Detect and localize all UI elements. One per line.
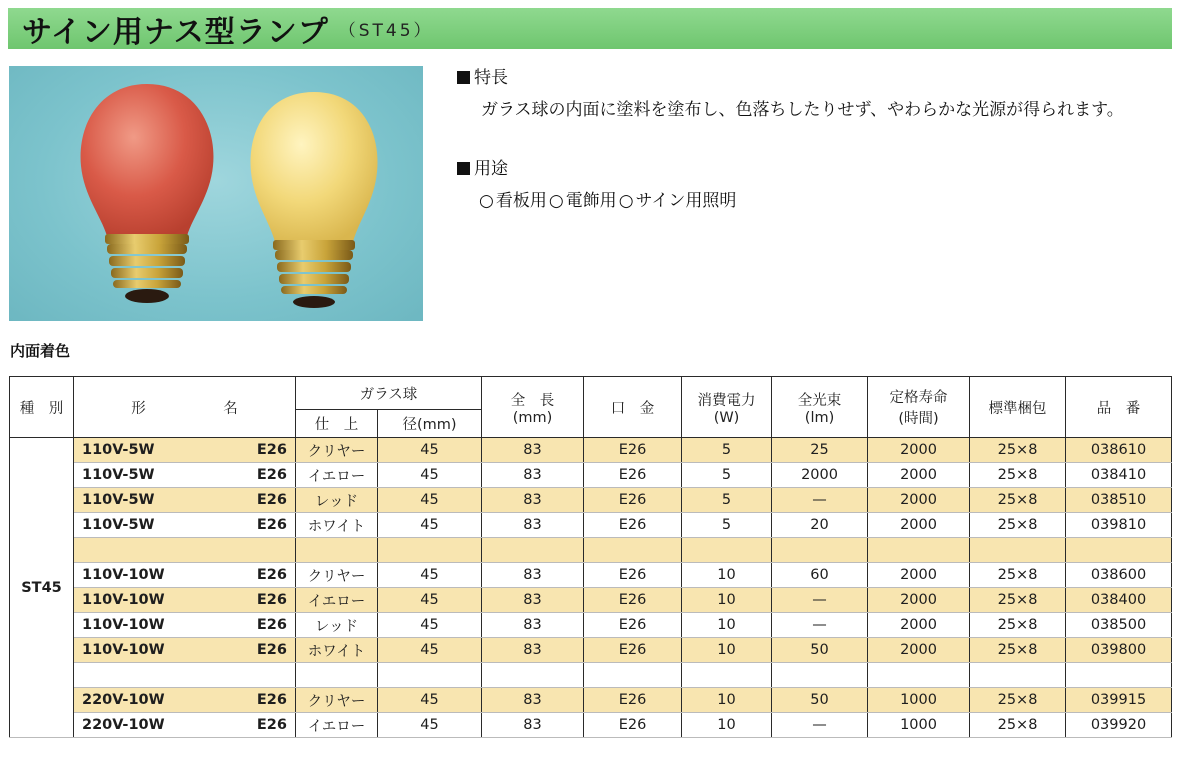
header-base: 口 金: [584, 377, 682, 438]
base-label: E26: [256, 517, 287, 533]
power-cell: 10: [682, 638, 772, 663]
base-label: E26: [256, 592, 287, 608]
base-label: E26: [256, 467, 287, 483]
flux-cell: 25: [772, 438, 868, 463]
base-cell: E26: [584, 638, 682, 663]
red-bulb-icon: [81, 84, 214, 303]
base-label: E26: [256, 617, 287, 633]
finish-cell: クリヤー: [296, 438, 378, 463]
power-cell: 10: [682, 713, 772, 738]
flux-cell: 50: [772, 638, 868, 663]
pack-cell: 25×8: [970, 513, 1066, 538]
base-label: E26: [256, 642, 287, 658]
spec-table-body: [10, 438, 1172, 738]
page-title: サイン用ナス型ランプ: [22, 14, 329, 50]
power-cell: 10: [682, 588, 772, 613]
kind-cell: ST45: [10, 438, 74, 738]
header-pack: 標準梱包: [970, 377, 1066, 438]
len-cell: 83: [482, 688, 584, 713]
len-cell: 83: [482, 513, 584, 538]
spacer-row: [10, 663, 1172, 688]
finish-cell: ホワイト: [296, 638, 378, 663]
pack-cell: 25×8: [970, 438, 1066, 463]
pack-cell: 25×8: [970, 713, 1066, 738]
voltage-label: 220V-10W: [82, 692, 165, 708]
table-row: [10, 713, 1172, 738]
dia-cell: 45: [378, 438, 482, 463]
header-finish: 仕 上: [296, 410, 378, 438]
finish-cell: イエロー: [296, 713, 378, 738]
flux-cell: —: [772, 713, 868, 738]
form-cell: [74, 488, 296, 513]
life-cell: 2000: [868, 613, 970, 638]
bulbs-illustration: [9, 66, 423, 321]
power-cell: 5: [682, 513, 772, 538]
base-cell: E26: [584, 613, 682, 638]
dia-cell: 45: [378, 613, 482, 638]
dia-cell: 45: [378, 488, 482, 513]
dia-cell: 45: [378, 688, 482, 713]
dia-cell: 45: [378, 463, 482, 488]
empty-cell: [772, 663, 868, 688]
finish-cell: レッド: [296, 488, 378, 513]
voltage-label: 110V-10W: [82, 567, 165, 583]
empty-cell: [772, 538, 868, 563]
power-cell: 5: [682, 438, 772, 463]
table-row: [10, 688, 1172, 713]
life-cell: 1000: [868, 713, 970, 738]
form-cell: [74, 563, 296, 588]
page-subtitle: （ST45）: [338, 21, 434, 41]
header-life: 定格寿命 (時間): [868, 377, 970, 438]
dia-cell: 45: [378, 563, 482, 588]
life-cell: 2000: [868, 588, 970, 613]
pack-cell: 25×8: [970, 638, 1066, 663]
header-diameter: 径(mm): [378, 410, 482, 438]
header-form: 形 名: [74, 377, 296, 438]
use-item: ○ サイン用照明: [619, 189, 737, 215]
life-cell: 2000: [868, 438, 970, 463]
header-kind: 種 別: [10, 377, 74, 438]
code-cell: 039800: [1066, 638, 1172, 663]
len-cell: 83: [482, 588, 584, 613]
form-cell: [74, 713, 296, 738]
voltage-label: 110V-5W: [82, 492, 155, 508]
len-cell: 83: [482, 488, 584, 513]
flux-cell: 50: [772, 688, 868, 713]
header-length: 全 長 (mm): [482, 377, 584, 438]
power-cell: 10: [682, 563, 772, 588]
empty-cell: [378, 538, 482, 563]
base-label: E26: [256, 692, 287, 708]
base-label: E26: [256, 492, 287, 508]
dia-cell: 45: [378, 588, 482, 613]
form-cell: [74, 463, 296, 488]
header-code: 品 番: [1066, 377, 1172, 438]
life-cell: 2000: [868, 513, 970, 538]
voltage-label: 110V-10W: [82, 617, 165, 633]
features-heading: 特長: [457, 66, 1177, 92]
voltage-label: 220V-10W: [82, 717, 165, 733]
empty-cell: [584, 538, 682, 563]
uses-heading: 用途: [457, 157, 1177, 183]
table-row: [10, 488, 1172, 513]
form-cell: [74, 613, 296, 638]
finish-cell: クリヤー: [296, 563, 378, 588]
dia-cell: 45: [378, 513, 482, 538]
voltage-label: 110V-10W: [82, 642, 165, 658]
product-photo: [9, 66, 423, 321]
dia-cell: 45: [378, 638, 482, 663]
base-cell: E26: [584, 563, 682, 588]
power-cell: 5: [682, 463, 772, 488]
black-square-icon: [457, 162, 470, 175]
code-cell: 038410: [1066, 463, 1172, 488]
base-label: E26: [256, 567, 287, 583]
table-row: [10, 588, 1172, 613]
code-cell: 038610: [1066, 438, 1172, 463]
voltage-label: 110V-5W: [82, 467, 155, 483]
finish-cell: ホワイト: [296, 513, 378, 538]
table-row: [10, 638, 1172, 663]
life-cell: 2000: [868, 563, 970, 588]
use-item: ○ 電飾用: [549, 189, 617, 215]
flux-cell: —: [772, 613, 868, 638]
pack-cell: 25×8: [970, 588, 1066, 613]
pack-cell: 25×8: [970, 688, 1066, 713]
form-cell: [74, 438, 296, 463]
life-cell: 2000: [868, 488, 970, 513]
flux-cell: 20: [772, 513, 868, 538]
power-cell: 5: [682, 488, 772, 513]
pack-cell: 25×8: [970, 613, 1066, 638]
base-cell: E26: [584, 513, 682, 538]
empty-cell: [482, 538, 584, 563]
form-cell: [74, 588, 296, 613]
empty-cell: [1066, 538, 1172, 563]
base-label: E26: [256, 717, 287, 733]
voltage-label: 110V-5W: [82, 442, 155, 458]
base-cell: E26: [584, 488, 682, 513]
header-glass: ガラス球: [296, 377, 482, 410]
finish-cell: クリヤー: [296, 688, 378, 713]
code-cell: 038600: [1066, 563, 1172, 588]
len-cell: 83: [482, 638, 584, 663]
flux-cell: —: [772, 488, 868, 513]
black-square-icon: [457, 71, 470, 84]
code-cell: 038500: [1066, 613, 1172, 638]
len-cell: 83: [482, 463, 584, 488]
code-cell: 039915: [1066, 688, 1172, 713]
dia-cell: 45: [378, 713, 482, 738]
header-flux: 全光束 (lm): [772, 377, 868, 438]
len-cell: 83: [482, 563, 584, 588]
table-row: [10, 613, 1172, 638]
life-cell: 2000: [868, 638, 970, 663]
pack-cell: 25×8: [970, 463, 1066, 488]
finish-cell: イエロー: [296, 588, 378, 613]
form-cell: [74, 513, 296, 538]
spacer-row: [10, 538, 1172, 563]
base-cell: E26: [584, 438, 682, 463]
flux-cell: 60: [772, 563, 868, 588]
table-row: [10, 563, 1172, 588]
empty-cell: [970, 538, 1066, 563]
empty-cell: [970, 663, 1066, 688]
life-cell: 2000: [868, 463, 970, 488]
flux-cell: 2000: [772, 463, 868, 488]
table-row: [10, 513, 1172, 538]
finish-cell: イエロー: [296, 463, 378, 488]
len-cell: 83: [482, 713, 584, 738]
features-text: ガラス球の内面に塗料を塗布し、色落ちしたりせず、やわらかな光源が得られます。: [481, 99, 1124, 120]
base-cell: E26: [584, 688, 682, 713]
len-cell: 83: [482, 438, 584, 463]
base-cell: E26: [584, 463, 682, 488]
code-cell: 038510: [1066, 488, 1172, 513]
form-cell: [74, 688, 296, 713]
base-cell: E26: [584, 713, 682, 738]
voltage-label: 110V-10W: [82, 592, 165, 608]
code-cell: 038400: [1066, 588, 1172, 613]
life-cell: 1000: [868, 688, 970, 713]
empty-cell: [74, 663, 296, 688]
empty-cell: [482, 663, 584, 688]
spec-table: [9, 376, 1172, 738]
len-cell: 83: [482, 613, 584, 638]
voltage-label: 110V-5W: [82, 517, 155, 533]
header-power: 消費電力 (W): [682, 377, 772, 438]
yellow-bulb-icon: [251, 92, 378, 308]
base-cell: E26: [584, 588, 682, 613]
empty-cell: [868, 663, 970, 688]
empty-cell: [296, 663, 378, 688]
use-item: ○ 看板用: [479, 189, 547, 215]
pack-cell: 25×8: [970, 563, 1066, 588]
flux-cell: —: [772, 588, 868, 613]
empty-cell: [868, 538, 970, 563]
empty-cell: [682, 663, 772, 688]
empty-cell: [74, 538, 296, 563]
finish-cell: レッド: [296, 613, 378, 638]
empty-cell: [584, 663, 682, 688]
table-caption: 内面着色: [10, 342, 71, 360]
table-row: [10, 438, 1172, 463]
empty-cell: [378, 663, 482, 688]
power-cell: 10: [682, 613, 772, 638]
form-cell: [74, 638, 296, 663]
pack-cell: 25×8: [970, 488, 1066, 513]
table-row: [10, 463, 1172, 488]
uses-list: [457, 189, 1177, 215]
title-bar: [8, 8, 1172, 49]
features-section: [457, 66, 1177, 214]
base-label: E26: [256, 442, 287, 458]
code-cell: 039920: [1066, 713, 1172, 738]
empty-cell: [1066, 663, 1172, 688]
empty-cell: [682, 538, 772, 563]
power-cell: 10: [682, 688, 772, 713]
empty-cell: [296, 538, 378, 563]
code-cell: 039810: [1066, 513, 1172, 538]
